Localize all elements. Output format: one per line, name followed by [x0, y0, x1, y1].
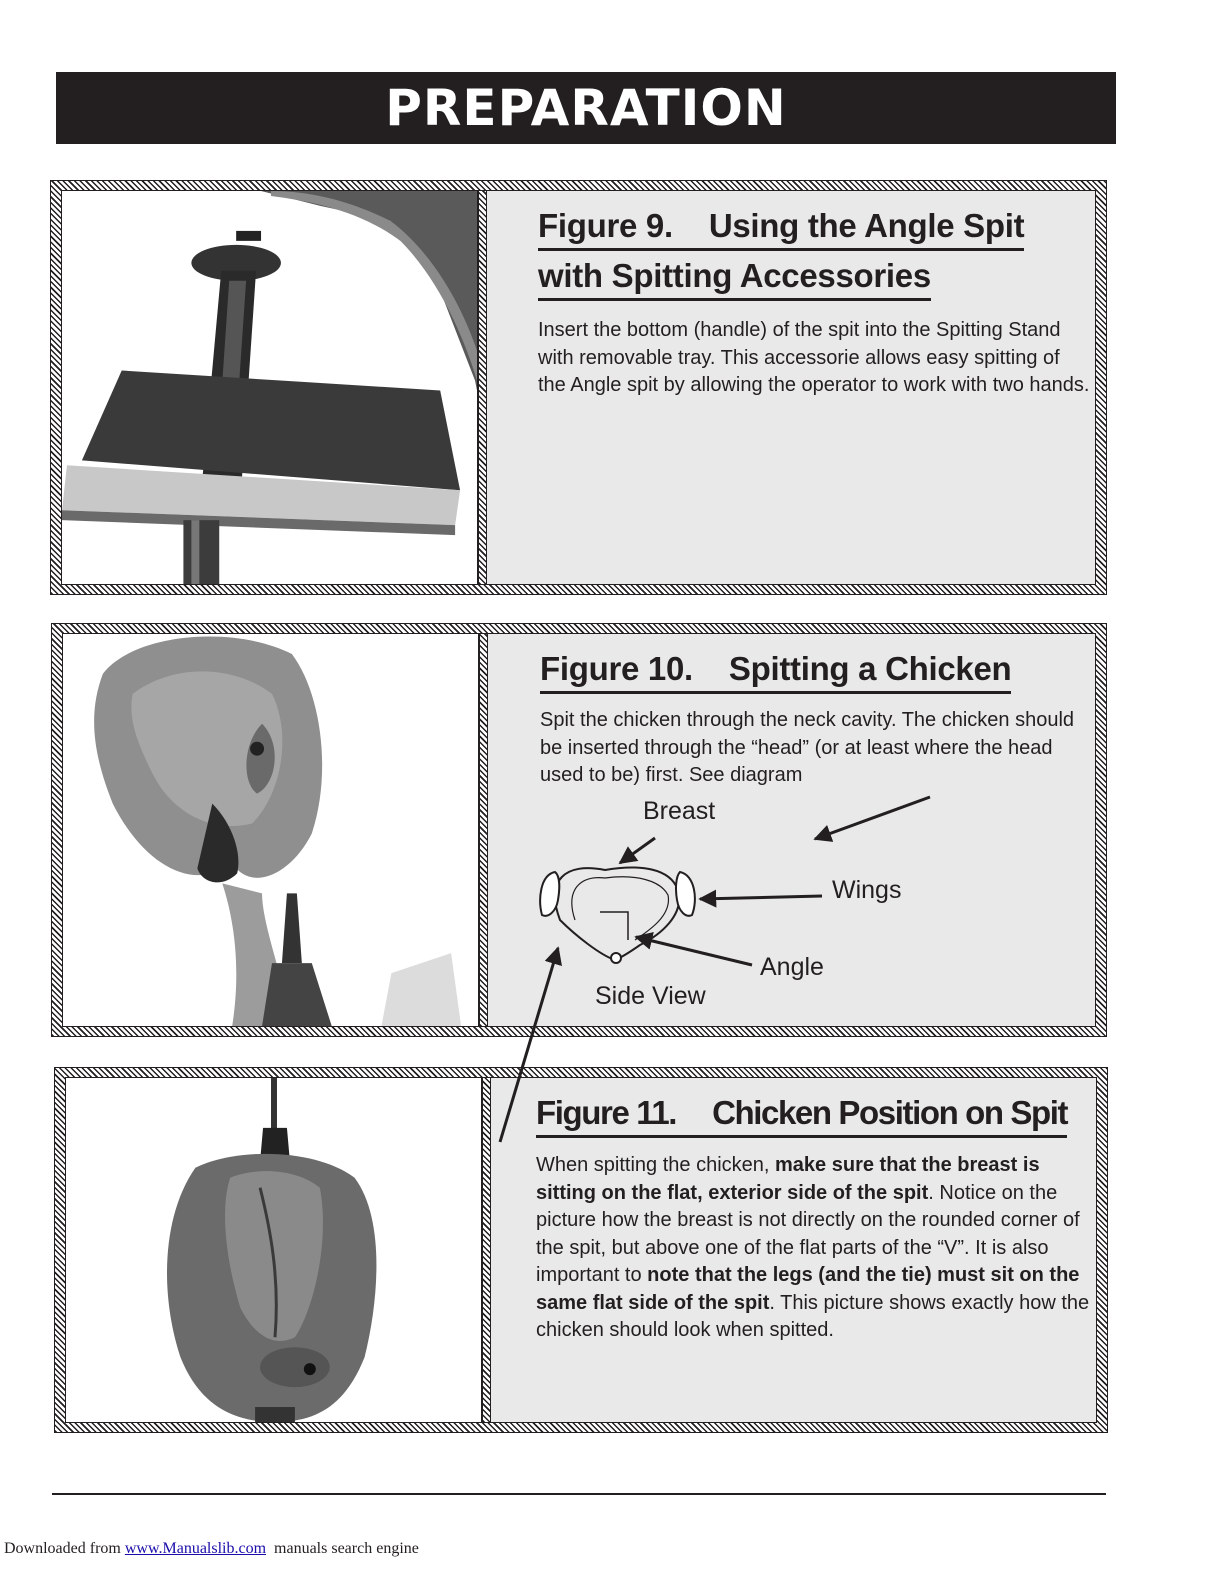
- footer-suffix: manuals search engine: [266, 1540, 419, 1557]
- figure-10-body: Spit the chicken through the neck cavity. The chicken should be inserted through the “head” (or at least where the head used to be) first. See diagram: [540, 709, 1075, 786]
- diagram-label-wings: Wings: [832, 876, 902, 904]
- figure-10-inner: [62, 633, 1096, 1027]
- figure-10-divider: [480, 634, 488, 1026]
- figure-11-photo: [66, 1078, 483, 1422]
- figure-11-text: [491, 1078, 1096, 1422]
- figure-11-body-emphasis: note that the legs (and the tie) must sit on the same flat side of the spit: [536, 1264, 1080, 1314]
- figure-9-photo: [62, 191, 479, 584]
- figure-9-divider: [479, 191, 487, 584]
- figure-11-title: [536, 1088, 1067, 1138]
- figure-11-divider: [483, 1078, 491, 1422]
- page-title: PREPARATION: [385, 79, 787, 137]
- figure-11-title-text: Chicken Position on Spit: [712, 1094, 1068, 1131]
- footer-source: [4, 1540, 419, 1558]
- figure-11-body-emphasis: make sure that the breast is sitting on the flat, exterior side of the spit: [536, 1154, 1040, 1204]
- figure-10-title-text: Spitting a Chicken: [728, 650, 1012, 687]
- figure-11-panel: [54, 1067, 1108, 1433]
- figure-9-text: [487, 191, 1095, 584]
- figure-10-panel: [51, 623, 1107, 1037]
- figure-10-photo: [63, 634, 480, 1026]
- figure-9-title-line2: with Spitting Accessories: [538, 257, 931, 294]
- manualslib-link[interactable]: www.Manualslib.com: [124, 1540, 267, 1557]
- figure-9-inner: [61, 190, 1096, 585]
- figure-9-body: Insert the bottom (handle) of the spit into the Spitting Stand with removable tray. This accessorie allows easy spitting of the Angle spit by allowing the operator to work with two hands.: [538, 319, 1090, 396]
- figure-11-number: Figure 11.: [536, 1094, 677, 1131]
- figure-10-title: [540, 644, 1011, 694]
- footer-prefix: Downloaded from: [4, 1540, 125, 1557]
- figure-9-title-line1: Using the Angle Spit: [708, 207, 1025, 244]
- diagram-label-side-view: Side View: [595, 982, 706, 1010]
- figure-11-inner: [65, 1077, 1097, 1423]
- diagram-label-breast: Breast: [643, 797, 716, 825]
- figure-11-body-part: . Notice on the picture how the breast is not directly on the rounded corner of the spit, but above one of the flat parts of the “V”. It is also important to: [536, 1181, 1080, 1286]
- figure-10-number: Figure 10.: [540, 650, 693, 687]
- page-header: [56, 72, 1116, 144]
- footer-rule: [52, 1493, 1106, 1495]
- figure-9-title: [538, 201, 1024, 301]
- diagram-label-angle: Angle: [760, 953, 824, 981]
- figure-9-panel: [50, 180, 1107, 595]
- figure-11-body: [536, 1152, 1091, 1345]
- figure-9-number: Figure 9.: [538, 207, 673, 244]
- figure-11-body-part: . This picture shows exactly how the chicken should look when spitted.: [536, 1291, 1090, 1341]
- figure-11-body-part: When spitting the chicken,: [536, 1154, 776, 1176]
